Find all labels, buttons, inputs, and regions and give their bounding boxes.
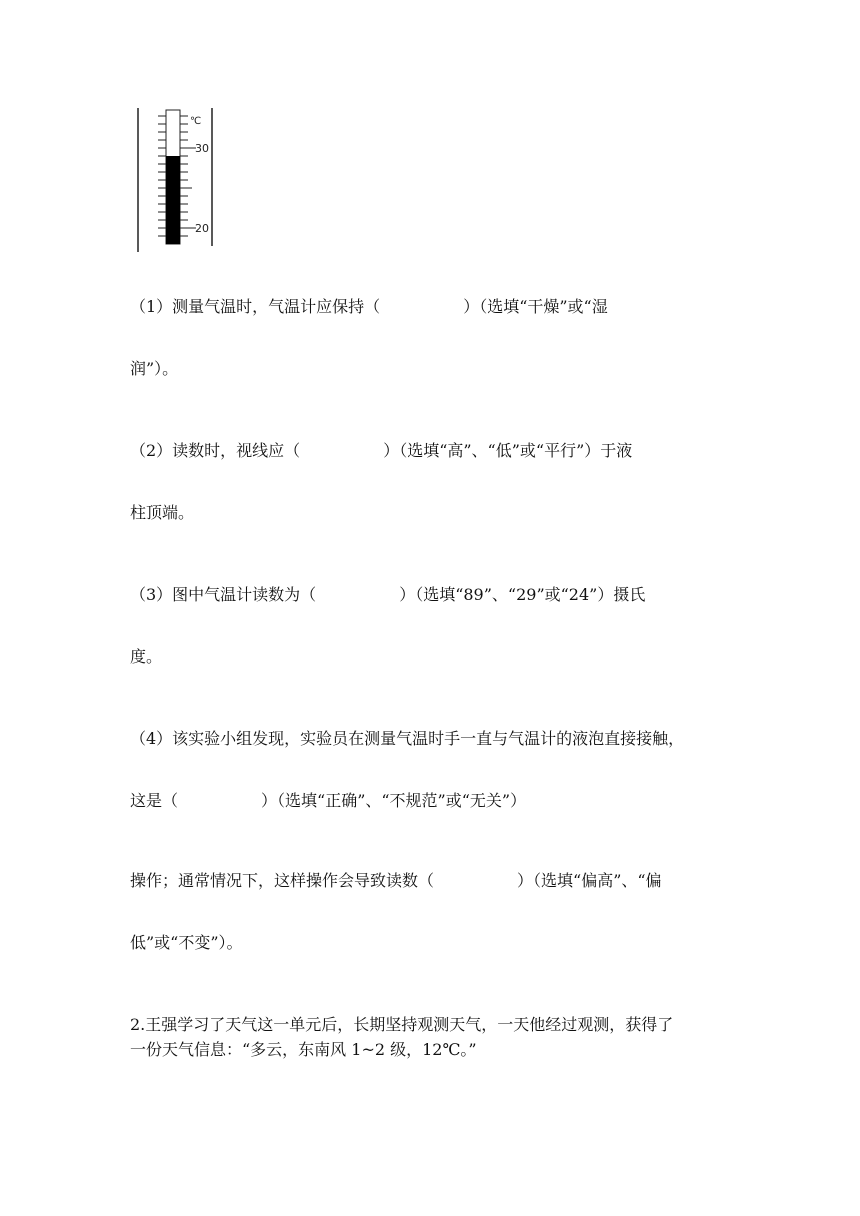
problem-2-line-1: 2.王强学习了天气这一单元后，长期坚持观测天气，一天他经过观测，获得了 xyxy=(130,1015,674,1034)
q1-text-a: （1）测量气温时，气温计应保持（ xyxy=(130,297,381,316)
thermometer-label-20: 20 xyxy=(195,222,209,235)
thermometer-figure xyxy=(136,104,220,256)
q4-text-c: 操作；通常情况下，这样操作会导致读数（ xyxy=(130,871,435,890)
question-4-line-2 xyxy=(130,790,526,812)
q1-text-b: ）（选填“干燥”或“湿 xyxy=(463,297,608,316)
q3-text-b: ）（选填“89”、“29”或“24”）摄氏 xyxy=(399,585,646,604)
q3-text-a: （3）图中气温计读数为（ xyxy=(130,585,317,604)
question-1-line-2: 润”）。 xyxy=(130,359,179,378)
question-3-line-2: 度。 xyxy=(130,647,163,666)
question-2-line-1 xyxy=(130,440,632,462)
thermometer-label-30: 30 xyxy=(195,142,209,155)
thermometer-unit-label: ℃ xyxy=(190,116,202,127)
q4-text-a: 这是（ xyxy=(130,791,179,810)
question-1-line-1 xyxy=(130,296,608,318)
thermometer-liquid-column xyxy=(166,156,180,244)
problem-2-line-2: 一份天气信息：“多云，东南风 1~2 级，12℃。” xyxy=(130,1040,477,1059)
q2-text-a: （2）读数时，视线应（ xyxy=(130,441,301,460)
question-2-line-2: 柱顶端。 xyxy=(130,503,195,522)
q4-text-d: ）（选填“偏高”、“偏 xyxy=(517,871,662,890)
question-4-line-3 xyxy=(130,870,662,892)
question-4-line-1: （4）该实验小组发现，实验员在测量气温时手一直与气温计的液泡直接接触， xyxy=(130,729,685,748)
q4-text-b: ）（选填“正确”、“不规范”或“无关”） xyxy=(261,791,527,810)
question-4-line-4: 低”或“不变”）。 xyxy=(130,933,243,952)
q2-text-b: ）（选填“高”、“低”或“平行”）于液 xyxy=(383,441,633,460)
question-3-line-1 xyxy=(130,584,645,606)
